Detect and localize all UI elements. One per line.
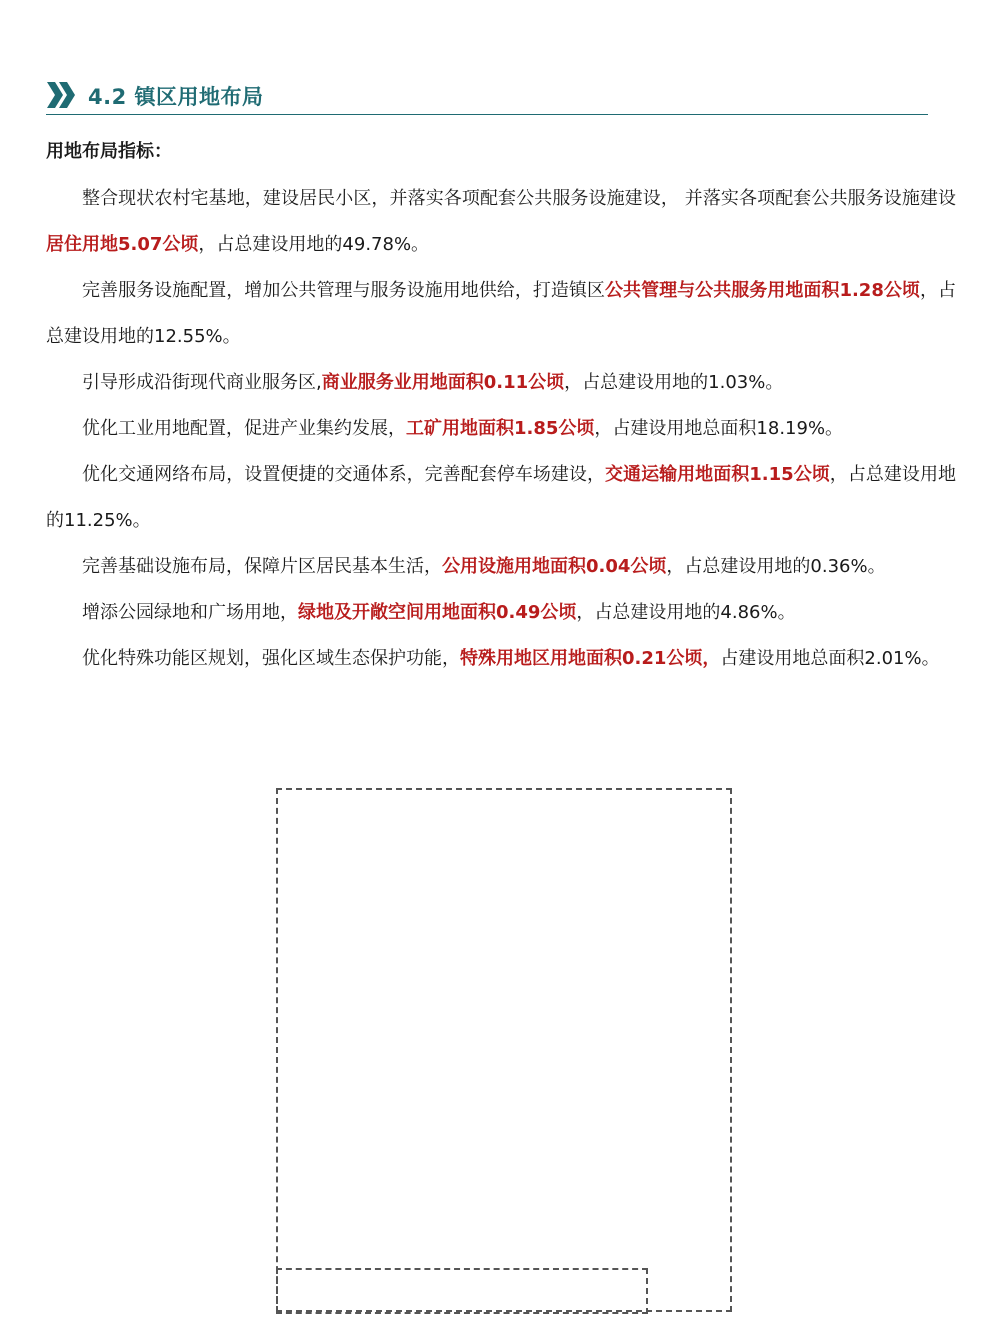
paragraph-text: 占建设用地总面积2.01%。	[720, 648, 940, 669]
header-divider	[46, 114, 928, 115]
paragraph-transport	[46, 452, 956, 544]
paragraph-text: ，占总建设用地的0.36%。	[666, 556, 886, 577]
paragraph-residential	[46, 176, 956, 268]
paragraph-text: 完善服务设施配置，增加公共管理与服务设施用地供给，打造镇区	[82, 280, 605, 301]
paragraph-text: 整合现状农村宅基地，建设居民小区，并落实各项配套公共服务设施建设， 并落实各项配套公共服务设施建设	[82, 188, 956, 209]
paragraph-special-use	[46, 636, 956, 682]
paragraph-text: 增添公园绿地和广场用地，	[82, 602, 298, 623]
double-chevron-right-icon	[46, 82, 78, 108]
paragraph-public-service	[46, 268, 956, 360]
paragraph-green-space	[46, 590, 956, 636]
highlight-special-use-area: 特殊用地区用地面积0.21公顷，	[460, 648, 721, 669]
highlight-commercial-area: 商业服务业用地面积0.11公顷	[321, 372, 565, 393]
paragraph-text: 优化特殊功能区规划，强化区域生态保护功能，	[82, 648, 460, 669]
paragraph-text: ，占总建设用地的1.03%。	[564, 372, 784, 393]
paragraph-text: 优化交通网络布局，设置便捷的交通体系，完善配套停车场建设，	[82, 464, 605, 485]
highlight-utilities-area: 公用设施用地面积0.04公顷	[442, 556, 667, 577]
paragraph-text: ，占总建设用地的11.25%。	[46, 464, 957, 531]
caption-placeholder-frame	[276, 1268, 648, 1314]
highlight-public-service-area: 公共管理与公共服务用地面积1.28公顷	[605, 280, 920, 301]
paragraph-text: ，占总建设用地的4.86%。	[576, 602, 796, 623]
paragraph-text: ，占总建设用地的12.55%。	[46, 280, 957, 347]
paragraph-industrial	[46, 406, 956, 452]
paragraph-text: 完善基础设施布局，保障片区居民基本生活，	[82, 556, 442, 577]
image-placeholder-frame	[276, 788, 732, 1312]
paragraph-text: 优化工业用地配置，促进产业集约发展，	[82, 418, 406, 439]
section-header	[46, 76, 928, 116]
paragraph-commercial	[46, 360, 956, 406]
paragraph-text: 引导形成沿街现代商业服务区,	[82, 372, 322, 393]
subheading: 用地布局指标：	[46, 141, 172, 162]
paragraph-text: ，占总建设用地的49.78%。	[198, 234, 430, 255]
highlight-residential-area: 居住用地5.07公顷	[46, 234, 199, 255]
highlight-transport-area: 交通运输用地面积1.15公顷	[605, 464, 830, 485]
section-title: 4.2 镇区用地布局	[88, 85, 264, 109]
highlight-green-space-area: 绿地及开敞空间用地面积0.49公顷	[298, 602, 577, 623]
paragraph-text: ，占建设用地总面积18.19%。	[594, 418, 844, 439]
body-text	[46, 176, 956, 682]
highlight-industrial-area: 工矿用地面积1.85公顷	[406, 418, 595, 439]
paragraph-utilities	[46, 544, 956, 590]
